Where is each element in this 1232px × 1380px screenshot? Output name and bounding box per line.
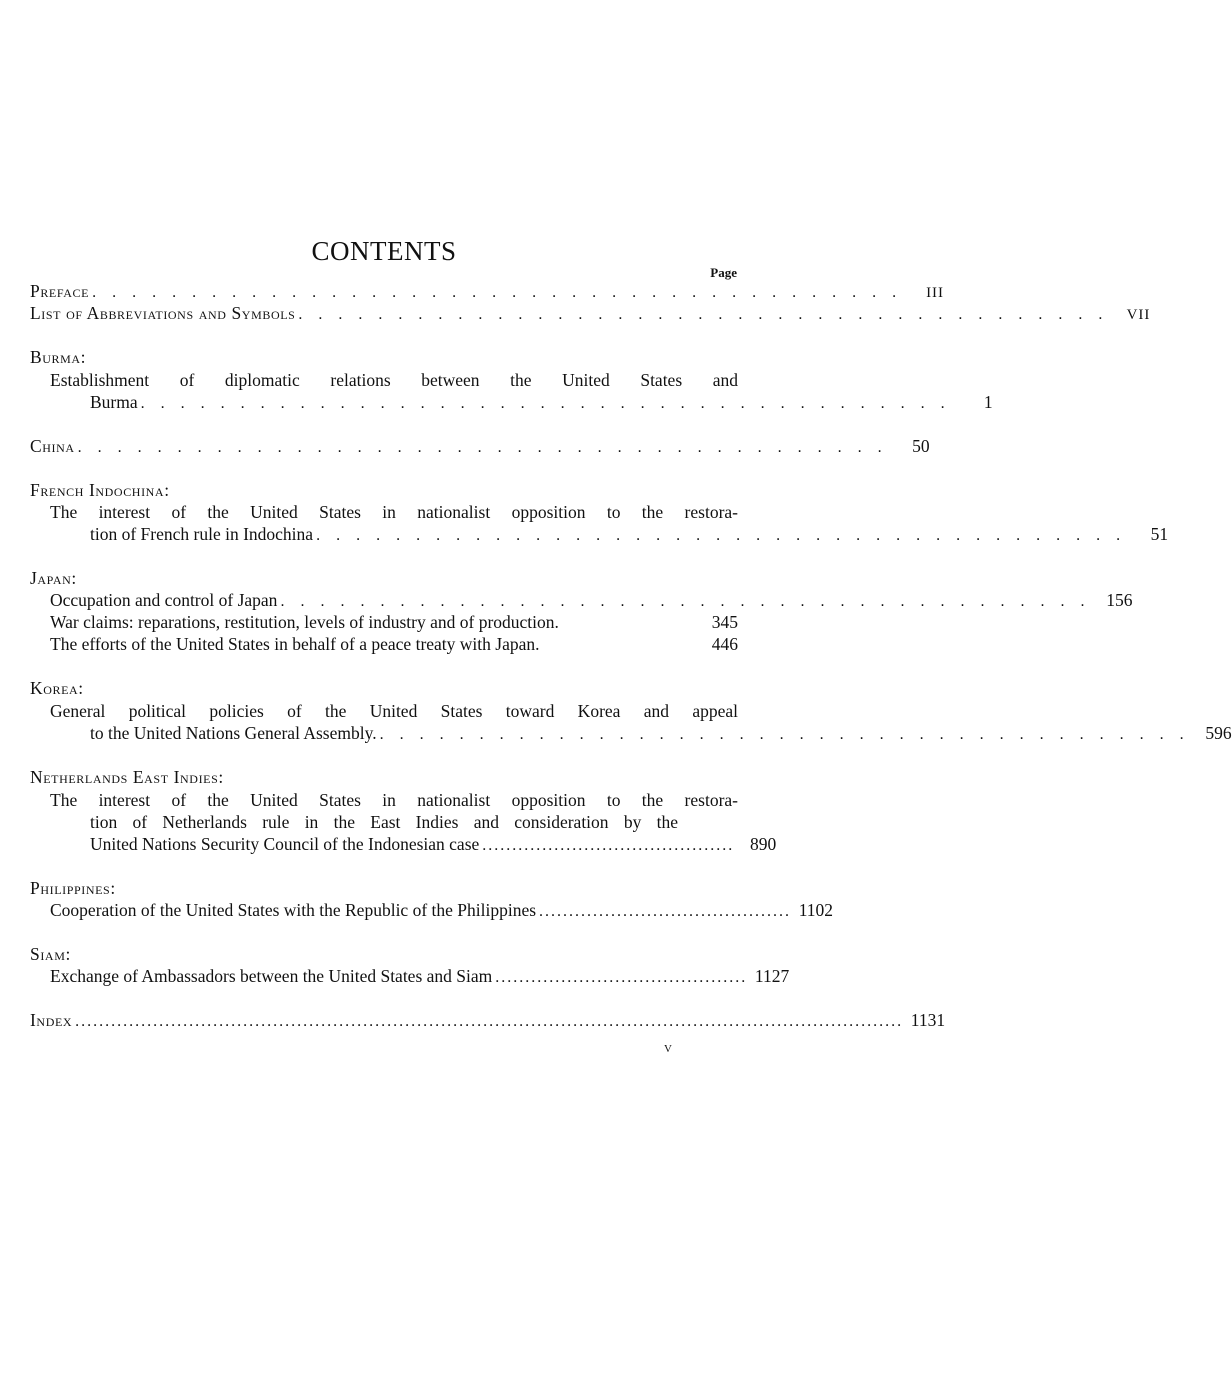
toc-entry-netherlands[interactable] xyxy=(90,833,777,855)
toc-heading-netherlands xyxy=(30,766,738,788)
dot-leader: . . . . . . . . . . . . . . . . . . . . . . . . . . . . . . . . . . . . . . . . . xyxy=(77,439,888,456)
dot-leader: .......................................... xyxy=(482,837,735,854)
toc-heading-siam xyxy=(30,943,738,965)
toc-heading-philippines xyxy=(30,877,738,899)
toc-label: Index xyxy=(30,1010,73,1030)
toc-heading-burma xyxy=(30,346,738,368)
toc-label: Establishment of diplomatic relations between the United States and xyxy=(50,370,738,390)
dot-leader: . . . . . . . . . . . . . . . . . . . . . . . . . . . . . . . . . . . . . . . . . xyxy=(280,593,1091,610)
toc-label: to the United Nations General Assembly. xyxy=(90,723,377,743)
toc-entry-french-indochina[interactable] xyxy=(90,523,1169,545)
toc-entry-netherlands-line1[interactable] xyxy=(50,789,738,811)
toc-label: The interest of the United States in nationalist opposition to the restora- xyxy=(50,502,738,522)
toc-entry-japan-peace-treaty[interactable] xyxy=(50,633,738,655)
folio-page-number: v xyxy=(664,1040,672,1056)
toc-label: General political policies of the United States toward Korea and appeal xyxy=(50,701,738,721)
toc-label: The interest of the United States in nationalist opposition to the restora- xyxy=(50,790,738,810)
toc-entry-japan-occupation[interactable] xyxy=(50,589,1133,611)
toc-label: Cooperation of the United States with the Republic of the Philippines xyxy=(50,900,537,920)
toc-entry-french-indochina-line1[interactable] xyxy=(50,501,738,523)
toc-label: List of Abbreviations and Symbols xyxy=(30,303,296,323)
toc-label: China xyxy=(30,436,75,456)
toc-heading: French Indochina: xyxy=(30,480,170,500)
toc-entry-japan-war-claims[interactable] xyxy=(50,611,738,633)
toc-entry-siam[interactable] xyxy=(50,965,790,987)
toc-heading-french-indochina xyxy=(30,479,738,501)
toc-entry-netherlands-line2[interactable] xyxy=(90,811,678,833)
toc-page-number: 1131 xyxy=(910,1010,946,1030)
toc-heading: Siam: xyxy=(30,944,71,964)
toc-heading: Philippines: xyxy=(30,878,116,898)
dot-leader: . . . . . . . . . . . . . . . . . . . . . . . . . . . . . . . . . . . . . . . . . xyxy=(140,395,951,412)
dot-leader: . . . . . . . . . . . . . . . . . . . . . . . . . . . . . . . . . . . . . . . . . xyxy=(379,726,1190,743)
page-column-label: Page xyxy=(710,265,737,280)
toc-entry-burma-line1[interactable] xyxy=(50,369,738,391)
toc-label: The efforts of the United States in behalf of a peace treaty with Japan. xyxy=(50,634,540,654)
toc-page-number: 345 xyxy=(711,612,738,632)
dot-leader: .......................................... xyxy=(539,903,792,920)
dot-leader: .......................................................................................................................................... xyxy=(75,1013,904,1030)
toc-label: tion of Netherlands rule in the East Indies and consideration by the xyxy=(90,812,678,832)
toc-label: Preface xyxy=(30,281,90,301)
toc-page-number: 446 xyxy=(711,634,738,654)
toc-entry-abbreviations[interactable] xyxy=(30,302,1151,324)
toc-page-number: 51 xyxy=(1150,524,1169,544)
dot-leader: . . . . . . . . . . . . . . . . . . . . . . . . . . . . . . . . . . . . . . . . . xyxy=(316,527,1127,544)
toc-heading-korea xyxy=(30,677,738,699)
toc-label: Burma xyxy=(90,392,138,412)
dot-leader: .......................................... xyxy=(495,969,748,986)
toc-heading: Korea: xyxy=(30,678,84,698)
toc-label: tion of French rule in Indochina xyxy=(90,524,314,544)
toc-page-number: 156 xyxy=(1106,590,1133,610)
toc-label: Exchange of Ambassadors between the United States and Siam xyxy=(50,966,493,986)
toc-page-number: 1102 xyxy=(798,900,834,920)
toc-label: War claims: reparations, restitution, levels of industry and of production. xyxy=(50,612,559,632)
toc-page-number: III xyxy=(926,285,945,301)
page-title: CONTENTS xyxy=(311,236,457,266)
toc-entry-burma[interactable] xyxy=(90,391,993,413)
toc-label: Occupation and control of Japan xyxy=(50,590,278,610)
toc-page-number: VII xyxy=(1126,307,1151,323)
dot-leader: . . . . . . . . . . . . . . . . . . . . . . . . . . . . . . . . . . . . . . . . . xyxy=(92,284,903,301)
toc-entry-china[interactable] xyxy=(30,435,930,457)
toc-heading: Netherlands East Indies: xyxy=(30,767,224,787)
toc-label: United Nations Security Council of the Indonesian case xyxy=(90,834,480,854)
toc-page-number: 1 xyxy=(983,392,993,412)
toc-page-number: 890 xyxy=(750,834,777,854)
toc-heading: Japan: xyxy=(30,568,77,588)
toc-page-number: 50 xyxy=(912,436,930,456)
dot-leader: . . . . . . . . . . . . . . . . . . . . . . . . . . . . . . . . . . . . . . . . . xyxy=(298,306,1109,323)
toc-entry-philippines[interactable] xyxy=(50,899,834,921)
toc-page-number: 1127 xyxy=(754,966,790,986)
toc-heading-japan xyxy=(30,567,738,589)
toc-entry-preface[interactable] xyxy=(30,280,945,302)
toc-entry-korea-line1[interactable] xyxy=(50,700,738,722)
toc-heading: Burma: xyxy=(30,347,87,367)
toc-entry-korea[interactable] xyxy=(90,722,1232,744)
toc-page-number: 596 xyxy=(1205,723,1232,743)
toc-entry-index[interactable] xyxy=(30,1009,946,1031)
